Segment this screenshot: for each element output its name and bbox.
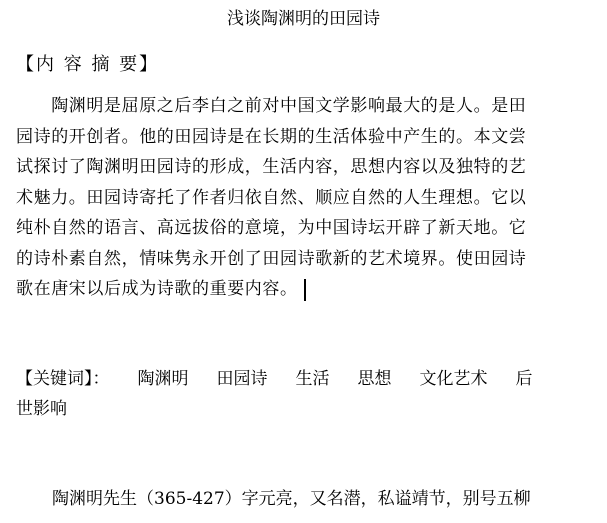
keyword: 陶渊明 [137, 369, 189, 389]
abstract-line: 的诗朴素自然，情味隽永开创了田园诗歌新的艺术境界。使田园诗 [16, 248, 527, 269]
abstract-last-line [16, 274, 602, 305]
body-paragraph-start[interactable]: 陶渊明先生（365-427）字元亮，又名潜，私谥靖节，别号五柳 [52, 489, 531, 509]
text-cursor [304, 279, 306, 301]
document-title: 浅谈陶渊明的田园诗 [227, 9, 380, 29]
abstract-line: 试探讨了陶渊明田园诗的形成，生活内容，思想内容以及独特的艺 [16, 157, 527, 177]
abstract-line: 纯朴自然的语言、高远拔俗的意境，为中国诗坛开辟了新天地。它 [16, 218, 527, 238]
keyword: 文化艺术 [419, 369, 488, 389]
abstract-heading: 【内 容 摘 要】 [16, 54, 160, 75]
abstract-line: 园诗的开创者。他的田园诗是在长期的生活体验中产生的。本文尝 [16, 126, 527, 147]
keyword: 田园诗 [216, 369, 268, 389]
keywords-continuation: 世影响 [16, 399, 67, 419]
keyword: 思想 [357, 369, 392, 389]
keywords-paragraph[interactable] [16, 364, 602, 424]
keywords-label: 【关键词】： [16, 369, 110, 389]
abstract-line: 歌在唐宋以后成为诗歌的重要内容。 [16, 279, 298, 299]
keyword: 后 [515, 369, 533, 389]
abstract-paragraph[interactable] [16, 91, 602, 305]
abstract-line: 术魅力。田园诗寄托了作者归依自然、顺应自然的人生理想。它以 [16, 187, 527, 208]
keyword: 生活 [295, 369, 330, 389]
abstract-line: 陶渊明是屈原之后李白之前对中国文学影响最大的是人。是田 [16, 96, 527, 116]
